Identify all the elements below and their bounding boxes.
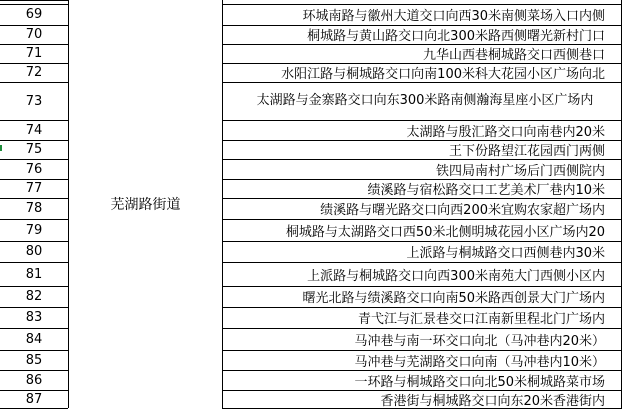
grid-line xyxy=(0,44,68,45)
grid-line xyxy=(222,262,622,263)
address-cell[interactable]: 上派路与桐城路交口向西300米南苑大门西侧小区内 xyxy=(307,268,605,284)
address-cell[interactable]: 香港街与桐城路交口向东20米香港街内 xyxy=(380,394,605,409)
row-number-cell[interactable]: 84 xyxy=(25,331,43,347)
address-cell[interactable]: 水阳江路与桐城路交口向南100米科大花园小区广场向北 xyxy=(281,67,605,82)
row-number-cell[interactable]: 86 xyxy=(25,372,43,388)
row-number-cell[interactable]: 81 xyxy=(25,266,43,282)
grid-line xyxy=(222,286,622,287)
grid-line xyxy=(222,350,622,351)
address-cell[interactable]: 绩溪路与宿松路交口工艺美术厂巷内10米 xyxy=(367,183,605,198)
grid-line xyxy=(0,63,68,64)
row-number-cell[interactable]: 70 xyxy=(25,27,43,42)
grid-line xyxy=(0,370,68,371)
grid-line xyxy=(0,328,68,329)
grid-line xyxy=(0,82,68,83)
grid-line xyxy=(0,241,68,242)
address-cell[interactable]: 铁四局南村广场后门西侧院内 xyxy=(435,163,605,179)
grid-line xyxy=(0,140,68,141)
grid-line xyxy=(222,390,622,391)
street-merged-cell[interactable]: 芜湖路街道 xyxy=(110,197,181,213)
row-number-cell[interactable]: 71 xyxy=(25,46,43,61)
grid-line xyxy=(222,159,622,160)
grid-line xyxy=(0,120,68,121)
grid-line xyxy=(222,0,223,408)
grid-line xyxy=(0,4,68,5)
address-cell[interactable]: 九华山西巷桐城路交口西侧巷口 xyxy=(422,48,605,63)
grid-line xyxy=(0,286,68,287)
grid-line xyxy=(222,63,622,64)
grid-line xyxy=(222,82,622,83)
grid-line xyxy=(222,307,622,308)
row-number-cell[interactable]: 79 xyxy=(25,222,43,238)
row-number-cell[interactable]: 85 xyxy=(25,352,43,368)
row-number-cell[interactable]: 83 xyxy=(25,310,43,325)
grid-line xyxy=(68,0,69,408)
selection-marker xyxy=(0,145,2,151)
row-number-cell[interactable]: 78 xyxy=(25,201,43,216)
grid-line xyxy=(0,159,68,160)
grid-line xyxy=(222,370,622,371)
grid-line xyxy=(0,179,68,180)
row-number-cell[interactable]: 72 xyxy=(25,65,43,80)
row-number-cell[interactable]: 80 xyxy=(25,244,43,259)
grid-line xyxy=(222,328,622,329)
grid-line xyxy=(0,198,68,199)
row-number-cell[interactable]: 75 xyxy=(25,142,43,157)
grid-line xyxy=(0,390,68,391)
row-number-cell[interactable]: 76 xyxy=(25,161,43,177)
address-cell[interactable]: 太湖路与殷汇路交口向南巷内20米 xyxy=(406,124,605,140)
grid-line xyxy=(0,0,68,1)
address-cell[interactable]: 马冲巷与南一环交口向北（马冲巷内20米） xyxy=(354,333,605,349)
grid-line xyxy=(0,350,68,351)
grid-line xyxy=(222,25,622,26)
address-cell[interactable]: 桐城路与太湖路交口西50米北侧明城花园小区广场内20 xyxy=(285,224,605,240)
grid-line xyxy=(222,44,622,45)
grid-line xyxy=(222,140,622,141)
address-cell[interactable]: 环城南路与徽州大道交口向西30米南侧菜场入口内侧 xyxy=(302,9,605,24)
grid-line xyxy=(222,198,622,199)
address-cell[interactable]: 上派路与桐城路交口西侧巷内30米 xyxy=(406,246,605,261)
address-cell[interactable]: 曙光北路与绩溪路交口向南50米路西创景大门广场内 xyxy=(302,291,605,306)
row-number-cell[interactable]: 82 xyxy=(25,289,43,304)
grid-line xyxy=(0,262,68,263)
grid-line xyxy=(222,4,622,5)
address-cell[interactable]: 一环路与桐城路交口向北50米桐城路菜市场 xyxy=(354,374,605,390)
address-cell[interactable]: 王下份路望江花园西门两侧 xyxy=(448,144,605,159)
row-number-cell[interactable]: 87 xyxy=(25,392,43,407)
address-cell[interactable]: 绩溪路与曙光路交口向西200米宜购农家超广场内 xyxy=(320,203,605,218)
grid-line xyxy=(222,120,622,121)
address-cell[interactable]: 太湖路与金寨路交口向东300米路南侧瀚海星座小区广场内 xyxy=(256,93,594,108)
address-cell[interactable]: 桐城路与黄山路交口向北300米路西侧曙光新村门口 xyxy=(307,29,605,44)
grid-line xyxy=(0,25,68,26)
address-cell[interactable]: 青弋江与汇景巷交口江南新里程北门广场内 xyxy=(357,312,605,327)
row-number-cell[interactable]: 77 xyxy=(25,181,43,196)
row-number-cell[interactable]: 74 xyxy=(25,122,43,138)
grid-line xyxy=(0,219,68,220)
address-cell[interactable]: 马冲巷与芜湖路交口向南（马冲巷内10米） xyxy=(354,354,605,370)
grid-line xyxy=(222,219,622,220)
row-number-cell[interactable]: 69 xyxy=(25,7,43,22)
grid-line xyxy=(222,179,622,180)
grid-line xyxy=(222,241,622,242)
row-number-cell[interactable]: 73 xyxy=(25,93,43,109)
grid-line xyxy=(0,307,68,308)
